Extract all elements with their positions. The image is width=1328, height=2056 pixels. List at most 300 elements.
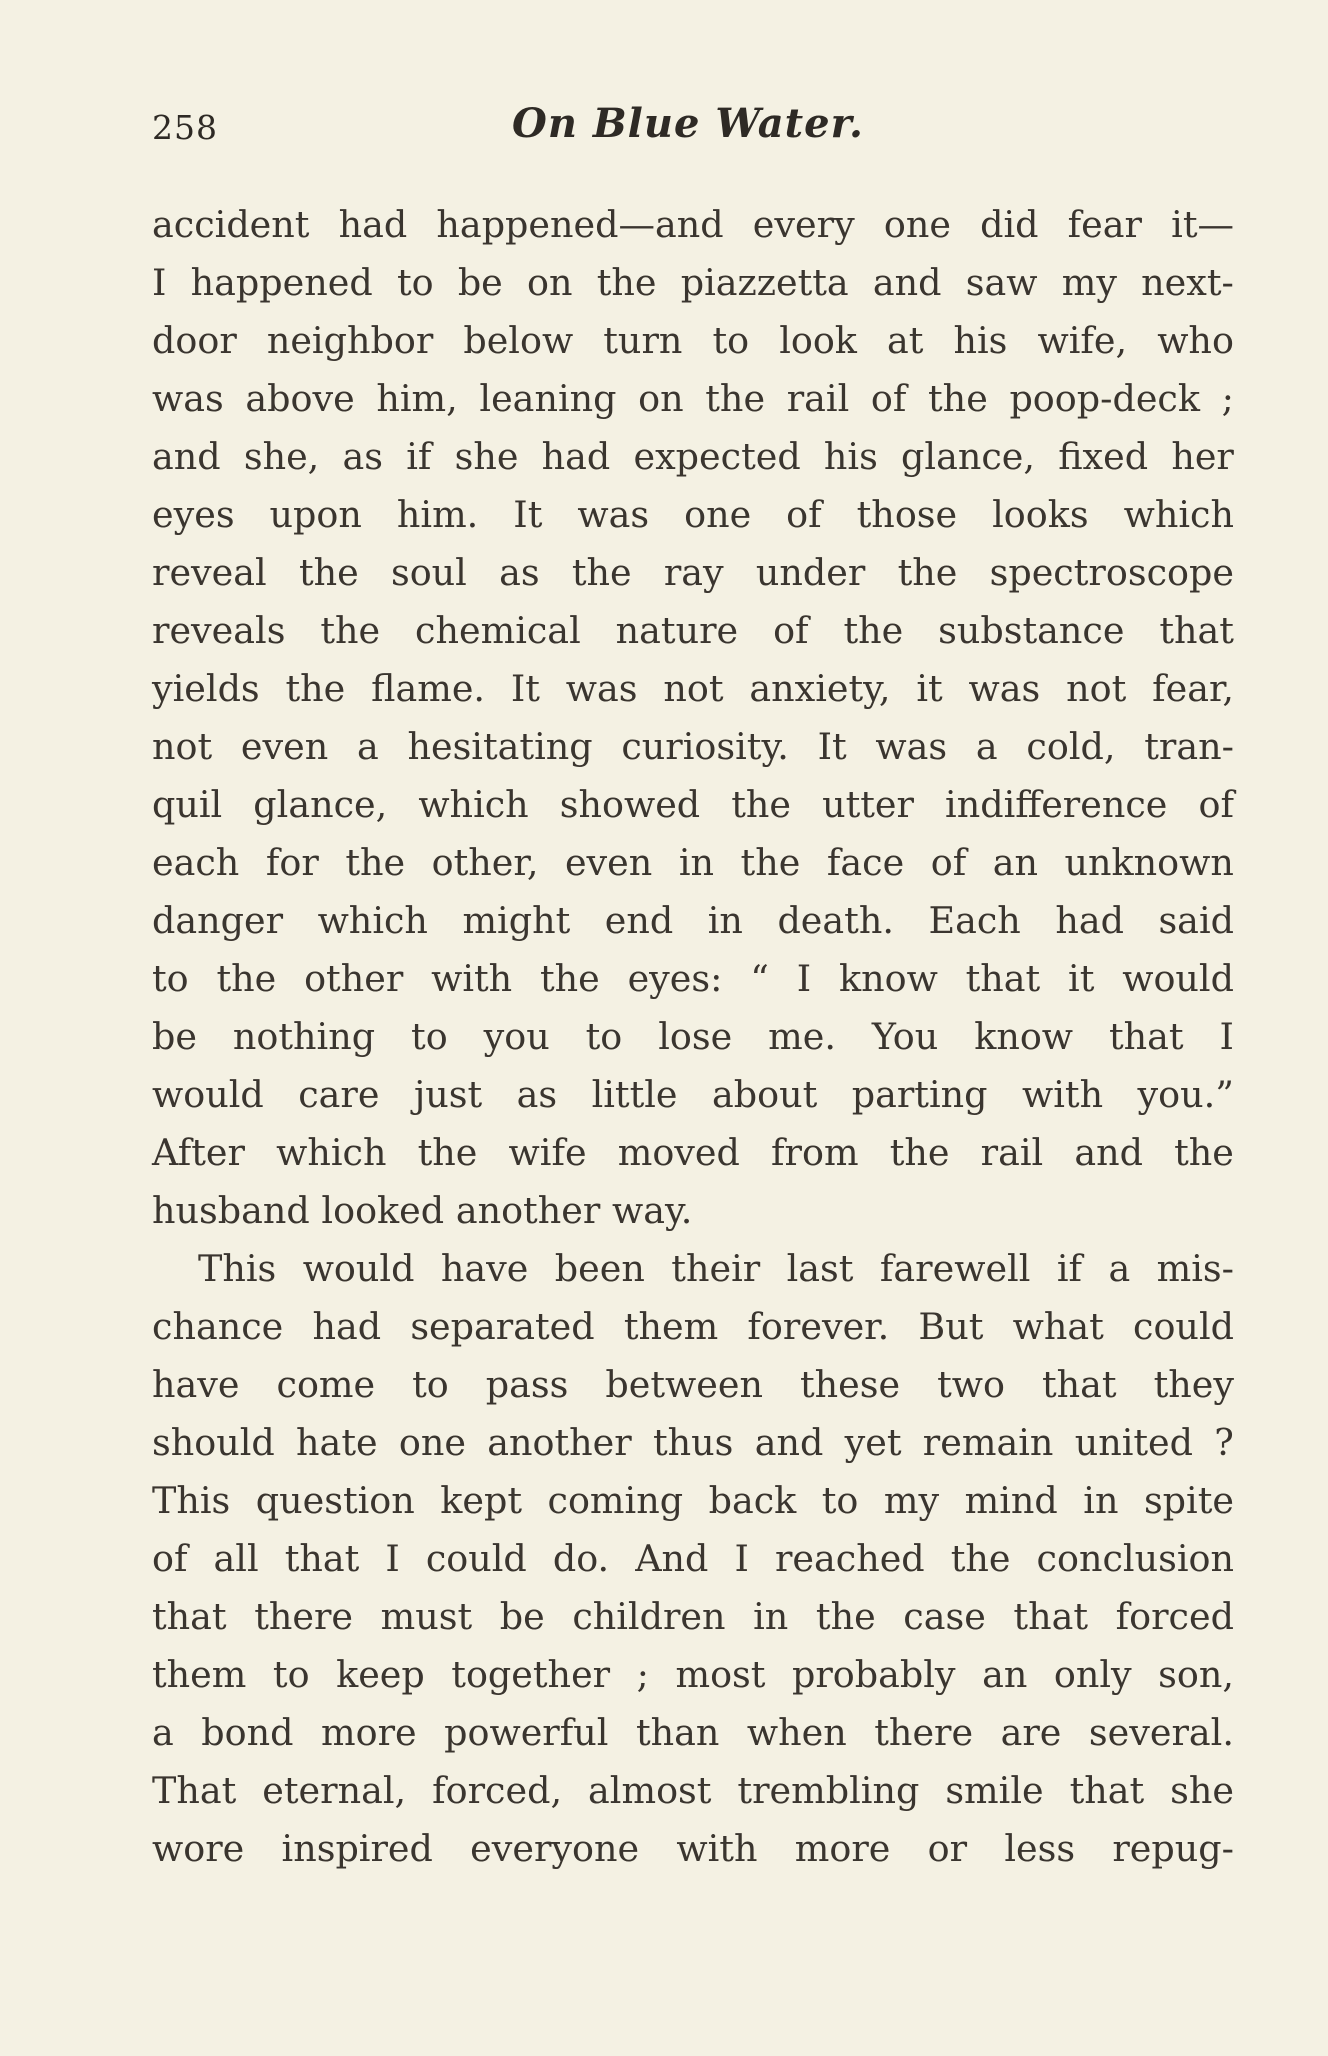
word: I	[152, 261, 167, 304]
word: and	[872, 261, 942, 304]
word: separated	[410, 1305, 595, 1348]
word: my	[883, 1479, 940, 1522]
word: between	[605, 1363, 763, 1406]
word: eyes:	[627, 957, 723, 1000]
word: forced	[1115, 1595, 1234, 1638]
word: of	[773, 609, 809, 652]
word: the	[596, 261, 657, 304]
word: two	[937, 1363, 1005, 1406]
word: a	[152, 1711, 174, 1754]
word: and	[754, 1421, 824, 1464]
word: was	[577, 493, 650, 536]
word: on	[638, 377, 684, 420]
word: these	[799, 1363, 901, 1406]
word: with	[676, 1827, 758, 1870]
word: all	[213, 1537, 259, 1580]
word: the	[928, 377, 988, 420]
word: ?	[1214, 1421, 1234, 1464]
word: And	[635, 1537, 709, 1580]
word: happened—and	[436, 203, 724, 246]
word: the	[843, 609, 904, 652]
word: as	[516, 1073, 558, 1116]
word: yields	[152, 667, 260, 710]
word: This	[198, 1247, 277, 1290]
word: you	[483, 1015, 550, 1058]
word: showed	[559, 783, 701, 826]
word: anxiety,	[749, 667, 891, 710]
word: kept	[440, 1479, 523, 1522]
text-line	[152, 1530, 1234, 1588]
word: chemical	[415, 609, 581, 652]
word: husband	[152, 1189, 310, 1232]
word: other	[304, 957, 404, 1000]
word: those	[856, 493, 958, 536]
word: everyone	[470, 1827, 640, 1870]
word: to	[712, 319, 750, 362]
word: an	[982, 1653, 1028, 1696]
word: the	[897, 551, 958, 594]
word: him,	[376, 377, 458, 420]
word: and	[1074, 1131, 1143, 1174]
word: reveals	[152, 609, 286, 652]
text-line	[152, 1240, 1234, 1298]
word: probably	[791, 1653, 956, 1696]
word: that	[965, 957, 1041, 1000]
word: bond	[201, 1711, 294, 1754]
word: the	[950, 1537, 1011, 1580]
page-header	[152, 100, 1240, 164]
word: tran-	[1144, 725, 1234, 768]
word: accident	[152, 203, 310, 246]
word: have	[152, 1363, 240, 1406]
word: them	[152, 1653, 247, 1696]
word: on	[527, 261, 573, 304]
word: of	[870, 377, 907, 420]
word: might	[462, 899, 571, 942]
word: if	[1056, 1247, 1083, 1290]
word: that	[1013, 1595, 1089, 1638]
word: which	[276, 1131, 387, 1174]
word: under	[755, 551, 866, 594]
word: It	[817, 725, 847, 768]
word: several.	[1088, 1711, 1234, 1754]
word: she	[1170, 1769, 1234, 1812]
word: even	[240, 725, 329, 768]
word: question	[255, 1479, 415, 1522]
word: him.	[396, 493, 479, 536]
word: poop-deck	[1009, 377, 1200, 420]
word: of	[152, 1537, 188, 1580]
word: the	[539, 957, 600, 1000]
word: another	[487, 1421, 632, 1464]
word: his	[823, 435, 878, 478]
word: to	[411, 1015, 448, 1058]
word: ray	[663, 551, 724, 594]
word: an	[992, 841, 1039, 884]
word: was	[565, 667, 638, 710]
word: know	[838, 957, 938, 1000]
word: a	[975, 725, 998, 768]
text-line	[152, 1646, 1234, 1704]
text-line	[152, 1704, 1234, 1762]
word: care	[298, 1073, 380, 1116]
word: quil	[152, 783, 223, 826]
word: yet	[844, 1421, 902, 1464]
word: I	[734, 1537, 749, 1580]
word: together	[451, 1653, 611, 1696]
word: the	[345, 841, 406, 884]
word: rail	[786, 377, 850, 420]
word: I	[1219, 1015, 1234, 1058]
word: at	[887, 319, 924, 362]
word: she	[454, 435, 519, 478]
word: was	[152, 377, 224, 420]
word: fixed	[1058, 435, 1149, 478]
word: next-	[1141, 261, 1234, 304]
word: children	[572, 1595, 726, 1638]
text-line	[152, 1356, 1234, 1414]
word: eternal,	[262, 1769, 407, 1812]
word: less	[1004, 1827, 1076, 1870]
word: of	[786, 493, 822, 536]
word: that	[1159, 609, 1234, 652]
word: if	[406, 435, 432, 478]
word: looks	[992, 493, 1089, 536]
text-line	[152, 1298, 1234, 1356]
word: leaning	[479, 377, 617, 420]
word: one	[883, 203, 951, 246]
word: remain	[922, 1421, 1054, 1464]
word: which	[418, 783, 529, 826]
running-title: On Blue Water.	[512, 100, 864, 147]
word: not	[152, 725, 213, 768]
word: smile	[945, 1769, 1044, 1812]
word: it	[1068, 957, 1095, 1000]
word: that	[1041, 1363, 1117, 1406]
word: only	[1053, 1653, 1132, 1696]
word: that	[1069, 1769, 1145, 1812]
word: danger	[152, 899, 284, 942]
word: their	[671, 1247, 761, 1290]
word: a	[1108, 1247, 1131, 1290]
word: one	[398, 1421, 466, 1464]
text-line	[152, 1066, 1234, 1124]
word: my	[1061, 261, 1117, 304]
word: as	[342, 435, 383, 478]
word: coming	[547, 1479, 684, 1522]
word: of	[930, 841, 967, 884]
word: more	[794, 1827, 891, 1870]
word: This	[152, 1479, 231, 1522]
text-line	[152, 544, 1234, 602]
text-line	[152, 1008, 1234, 1066]
text-line	[152, 254, 1234, 312]
word: was	[968, 667, 1041, 710]
word: them	[623, 1305, 719, 1348]
word: that	[1108, 1015, 1184, 1058]
word: It	[510, 667, 540, 710]
word: be	[499, 1595, 545, 1638]
word: spite	[1143, 1479, 1234, 1522]
word: had	[1055, 899, 1124, 942]
word: wife	[508, 1131, 587, 1174]
word: rail	[980, 1131, 1044, 1174]
word: eyes	[152, 493, 235, 536]
word: looked	[321, 1189, 445, 1232]
word: to	[396, 261, 434, 304]
word: they	[1153, 1363, 1234, 1406]
word: would	[1122, 957, 1234, 1000]
word: son,	[1158, 1653, 1234, 1696]
word: fear,	[1152, 667, 1234, 710]
word: chance	[152, 1305, 284, 1348]
word: It	[513, 493, 543, 536]
word: You	[871, 1015, 939, 1058]
word: last	[786, 1247, 854, 1290]
word: pass	[485, 1363, 569, 1406]
word: me.	[768, 1015, 836, 1058]
word: of	[1198, 783, 1234, 826]
word: had	[312, 1305, 382, 1348]
word: have	[440, 1247, 529, 1290]
text-line	[152, 718, 1234, 776]
word: as	[499, 551, 540, 594]
word: flame.	[371, 667, 486, 710]
word: who	[1157, 319, 1234, 362]
word: I	[385, 1537, 400, 1580]
word: had	[541, 435, 611, 478]
word: keep	[336, 1653, 425, 1696]
word: you.”	[1137, 1073, 1234, 1116]
word: each	[152, 841, 240, 884]
word: in	[678, 841, 715, 884]
word: soul	[390, 551, 467, 594]
text-line	[152, 428, 1234, 486]
word: his	[953, 319, 1008, 362]
word: “	[750, 957, 769, 1000]
text-line	[152, 1762, 1234, 1820]
word: end	[604, 899, 674, 942]
word: than	[635, 1711, 720, 1754]
word: door	[152, 319, 237, 362]
text-line	[152, 950, 1234, 1008]
word: united	[1074, 1421, 1194, 1464]
word: in	[753, 1595, 789, 1638]
word: wife,	[1037, 319, 1128, 362]
word: did	[980, 203, 1039, 246]
word: expected	[633, 435, 801, 478]
word: every	[752, 203, 855, 246]
word: look	[779, 319, 857, 362]
word: do.	[552, 1537, 610, 1580]
word: are	[1000, 1711, 1062, 1754]
word: which	[1123, 493, 1234, 536]
word: the	[571, 551, 632, 594]
word: the	[285, 667, 346, 710]
word: to	[585, 1015, 623, 1058]
word: lose	[658, 1015, 733, 1058]
word: what	[1012, 1305, 1104, 1348]
word: her	[1171, 435, 1234, 478]
word: turn	[603, 319, 683, 362]
word: hesitating	[407, 725, 593, 768]
word: reveal	[152, 551, 267, 594]
word: nature	[615, 609, 739, 652]
text-line	[152, 1414, 1234, 1472]
word: there	[874, 1711, 974, 1754]
word: the	[417, 1131, 478, 1174]
word: nothing	[232, 1015, 376, 1058]
word: the	[815, 1595, 876, 1638]
text-line	[152, 486, 1234, 544]
word: case	[903, 1595, 986, 1638]
word: to	[152, 957, 189, 1000]
word: Each	[928, 899, 1021, 942]
word: there	[254, 1595, 354, 1638]
word: from	[771, 1131, 859, 1174]
word: the	[740, 841, 801, 884]
word: ;	[1221, 377, 1234, 420]
word: about	[712, 1073, 818, 1116]
word: a	[356, 725, 379, 768]
word: reached	[774, 1537, 925, 1580]
text-line	[152, 1820, 1234, 1878]
text-line	[152, 1124, 1234, 1182]
text-line	[152, 602, 1234, 660]
word: thus	[653, 1421, 734, 1464]
word: substance	[938, 609, 1125, 652]
word: piazzetta	[680, 261, 849, 304]
word: wore	[152, 1827, 245, 1870]
word: to	[412, 1363, 449, 1406]
text-line	[152, 776, 1234, 834]
word: come	[276, 1363, 376, 1406]
word: That	[152, 1769, 237, 1812]
text-line	[152, 834, 1234, 892]
word: was	[875, 725, 948, 768]
word: powerful	[444, 1711, 609, 1754]
word: most	[675, 1653, 766, 1696]
word: to	[272, 1653, 310, 1696]
word: and	[152, 435, 221, 478]
word: could	[425, 1537, 527, 1580]
word: the	[1174, 1131, 1234, 1174]
word: almost	[588, 1769, 712, 1812]
word: repug-	[1112, 1827, 1234, 1870]
word: hate	[296, 1421, 378, 1464]
word: should	[152, 1421, 275, 1464]
word: utter	[822, 783, 914, 826]
word: death.	[777, 899, 894, 942]
word: the	[320, 609, 381, 652]
word: with	[1021, 1073, 1104, 1116]
word: could	[1133, 1305, 1234, 1348]
word: for	[265, 841, 319, 884]
word: to	[821, 1479, 859, 1522]
word: it—	[1171, 203, 1234, 246]
word: little	[591, 1073, 678, 1116]
word: the	[889, 1131, 950, 1174]
word: glance,	[253, 783, 388, 826]
word: inspired	[281, 1827, 433, 1870]
word: indifference	[945, 783, 1168, 826]
word: moved	[617, 1131, 740, 1174]
word: other,	[431, 841, 539, 884]
word: know	[974, 1015, 1074, 1058]
word: the	[705, 377, 766, 420]
word: the	[216, 957, 277, 1000]
word: she,	[243, 435, 320, 478]
word: back	[708, 1479, 797, 1522]
word: neighbor	[266, 319, 434, 362]
word: below	[463, 319, 574, 362]
word: saw	[965, 261, 1038, 304]
text-line	[152, 1182, 1234, 1240]
text-line	[152, 370, 1234, 428]
word: cold,	[1026, 725, 1116, 768]
word: farewell	[879, 1247, 1031, 1290]
word: the	[731, 783, 792, 826]
text-line	[152, 196, 1234, 254]
word: it	[916, 667, 943, 710]
word: that	[152, 1595, 227, 1638]
word: mind	[964, 1479, 1058, 1522]
word: the	[298, 551, 359, 594]
word: above	[245, 377, 355, 420]
text-line	[152, 892, 1234, 950]
word: must	[380, 1595, 473, 1638]
text-line	[152, 1588, 1234, 1646]
word: when	[746, 1711, 847, 1754]
word: face	[826, 841, 905, 884]
word: more	[320, 1711, 417, 1754]
word: or	[927, 1827, 968, 1870]
word: which	[317, 899, 428, 942]
word: happened	[190, 261, 373, 304]
word: even	[564, 841, 653, 884]
word: conclusion	[1036, 1537, 1234, 1580]
word: way.	[611, 1189, 693, 1232]
word: mis-	[1156, 1247, 1234, 1290]
word: be	[152, 1015, 197, 1058]
page-number: 258	[152, 108, 218, 147]
word: upon	[269, 493, 362, 536]
word: said	[1158, 899, 1234, 942]
word: forever.	[747, 1305, 890, 1348]
word: curiosity.	[621, 725, 789, 768]
word: one	[684, 493, 752, 536]
word: glance,	[901, 435, 1035, 478]
word: that	[284, 1537, 360, 1580]
text-line	[152, 660, 1234, 718]
word: been	[554, 1247, 645, 1290]
word: be	[457, 261, 503, 304]
text-line	[152, 1472, 1234, 1530]
word: would	[152, 1073, 264, 1116]
body-text	[152, 196, 1234, 1878]
word: ;	[636, 1653, 649, 1696]
word: fear	[1067, 203, 1142, 246]
word: had	[338, 203, 408, 246]
word: in	[707, 899, 743, 942]
word: unknown	[1064, 841, 1234, 884]
word: not	[1066, 667, 1127, 710]
word: trembling	[737, 1769, 920, 1812]
word: parting	[851, 1073, 988, 1116]
word: I	[796, 957, 812, 1000]
word: would	[302, 1247, 415, 1290]
word: another	[455, 1189, 601, 1232]
